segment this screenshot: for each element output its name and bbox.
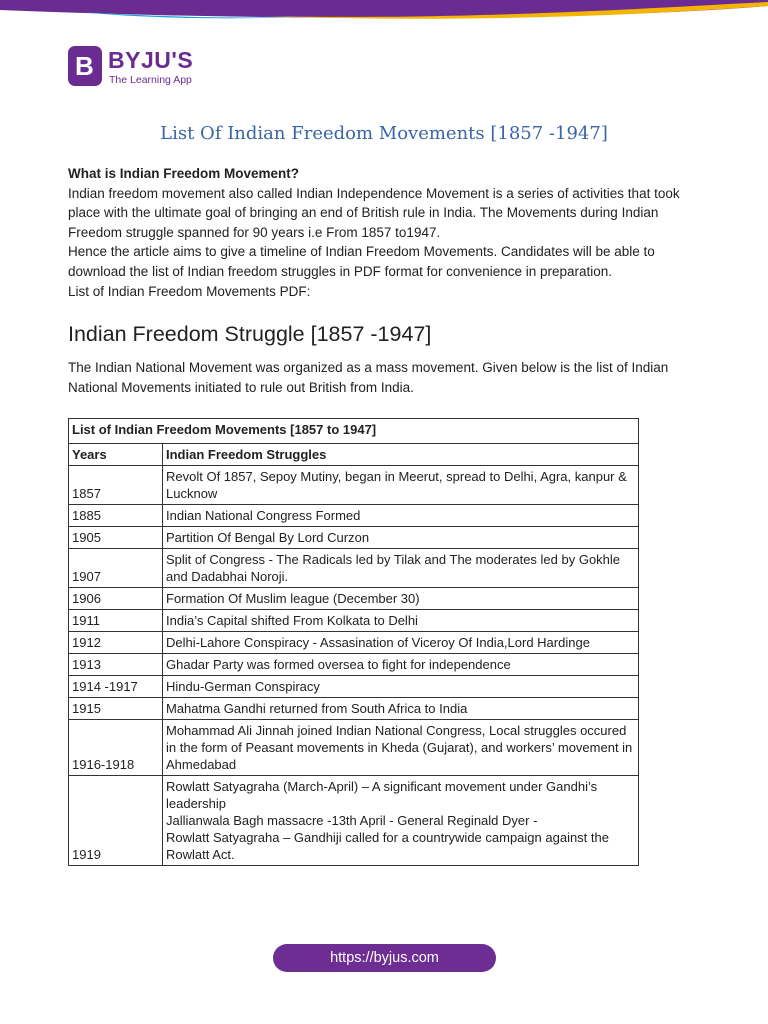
row-event: Revolt Of 1857, Sepoy Mutiny, began in Meerut, spread to Delhi, Agra, kanpur & Lucknow <box>163 466 639 505</box>
row-event-line: Rowlatt Satyagraha (March-April) – A significant movement under Gandhi’s leadership <box>166 779 598 811</box>
row-year: 1912 <box>69 632 163 654</box>
logo-mark: B <box>68 46 102 86</box>
intro-paragraph-3: List of Indian Freedom Movements PDF: <box>68 283 311 299</box>
intro-paragraph-1: Indian freedom movement also called Indian Independence Movement is a series of activities that took place with the ultimate goal of bringing an end of British rule in India. The Movements during Indian Freedom struggle spanned for 90 years i.e From 1857 to1947. <box>68 185 680 240</box>
header-years: Years <box>69 444 163 466</box>
row-year: 1906 <box>69 588 163 610</box>
row-year: 1916-1918 <box>69 720 163 776</box>
row-event: Ghadar Party was formed oversea to fight for independence <box>163 654 639 676</box>
intro-paragraph-2: Hence the article aims to give a timeline of Indian Freedom Movements. Candidates will be able to download the list of Indian freedom struggles in PDF format for convenience in preparation. <box>68 244 655 279</box>
freedom-movements-table <box>68 418 639 866</box>
row-year: 1907 <box>69 549 163 588</box>
table-row <box>69 610 639 632</box>
section-heading: Indian Freedom Struggle [1857 -1947] <box>68 322 432 346</box>
section-paragraph: The Indian National Movement was organized as a mass movement. Given below is the list of Indian National Movements initiated to rule out British from India. <box>68 360 669 395</box>
table-row <box>69 776 639 866</box>
row-year: 1919 <box>69 776 163 866</box>
row-event: Split of Congress - The Radicals led by Tilak and The moderates led by Gokhle and Dadabhai Noroji. <box>163 549 639 588</box>
row-year: 1913 <box>69 654 163 676</box>
header-struggles: Indian Freedom Struggles <box>163 444 639 466</box>
row-event: Mohammad Ali Jinnah joined Indian National Congress, Local struggles occured in the form of Peasant movements in Kheda (Gujarat), and workers’ movement in Ahmedabad <box>163 720 639 776</box>
row-year: 1857 <box>69 466 163 505</box>
row-year: 1911 <box>69 610 163 632</box>
table-title: List of Indian Freedom Movements [1857 to 1947] <box>69 419 639 444</box>
table-row <box>69 654 639 676</box>
top-decorative-band <box>0 0 768 22</box>
row-year: 1914 -1917 <box>69 676 163 698</box>
row-year: 1885 <box>69 505 163 527</box>
row-event <box>163 776 639 866</box>
brand-name: BYJU'S <box>108 47 194 73</box>
table-row <box>69 676 639 698</box>
table-row <box>69 698 639 720</box>
table-row <box>69 466 639 505</box>
row-event: Hindu-German Conspiracy <box>163 676 639 698</box>
row-event: Partition Of Bengal By Lord Curzon <box>163 527 639 549</box>
table-title-row <box>69 419 639 444</box>
intro-section <box>68 164 708 301</box>
row-event: Delhi-Lahore Conspiracy - Assasination of Viceroy Of India,Lord Hardinge <box>163 632 639 654</box>
brand-tagline: The Learning App <box>109 74 192 86</box>
row-event: Formation Of Muslim league (December 30) <box>163 588 639 610</box>
row-year: 1905 <box>69 527 163 549</box>
footer-url-link[interactable]: https://byjus.com <box>273 944 496 972</box>
table-row <box>69 549 639 588</box>
row-year: 1915 <box>69 698 163 720</box>
table-header-row <box>69 444 639 466</box>
table-row <box>69 527 639 549</box>
table-row <box>69 720 639 776</box>
row-event: Mahatma Gandhi returned from South Africa to India <box>163 698 639 720</box>
row-event: Indian National Congress Formed <box>163 505 639 527</box>
table-row <box>69 505 639 527</box>
row-event-line: Jallianwala Bagh massacre -13th April - General Reginald Dyer - <box>166 813 538 828</box>
row-event-line: Rowlatt Satyagraha – Gandhiji called for a countrywide campaign against the Rowlatt Act. <box>166 830 609 862</box>
byjus-logo <box>68 46 208 88</box>
row-event: India’s Capital shifted From Kolkata to Delhi <box>163 610 639 632</box>
document-title: List Of Indian Freedom Movements [1857 -1947] <box>160 123 608 144</box>
table-row <box>69 588 639 610</box>
table-row <box>69 632 639 654</box>
intro-question: What is Indian Freedom Movement? <box>68 166 300 181</box>
